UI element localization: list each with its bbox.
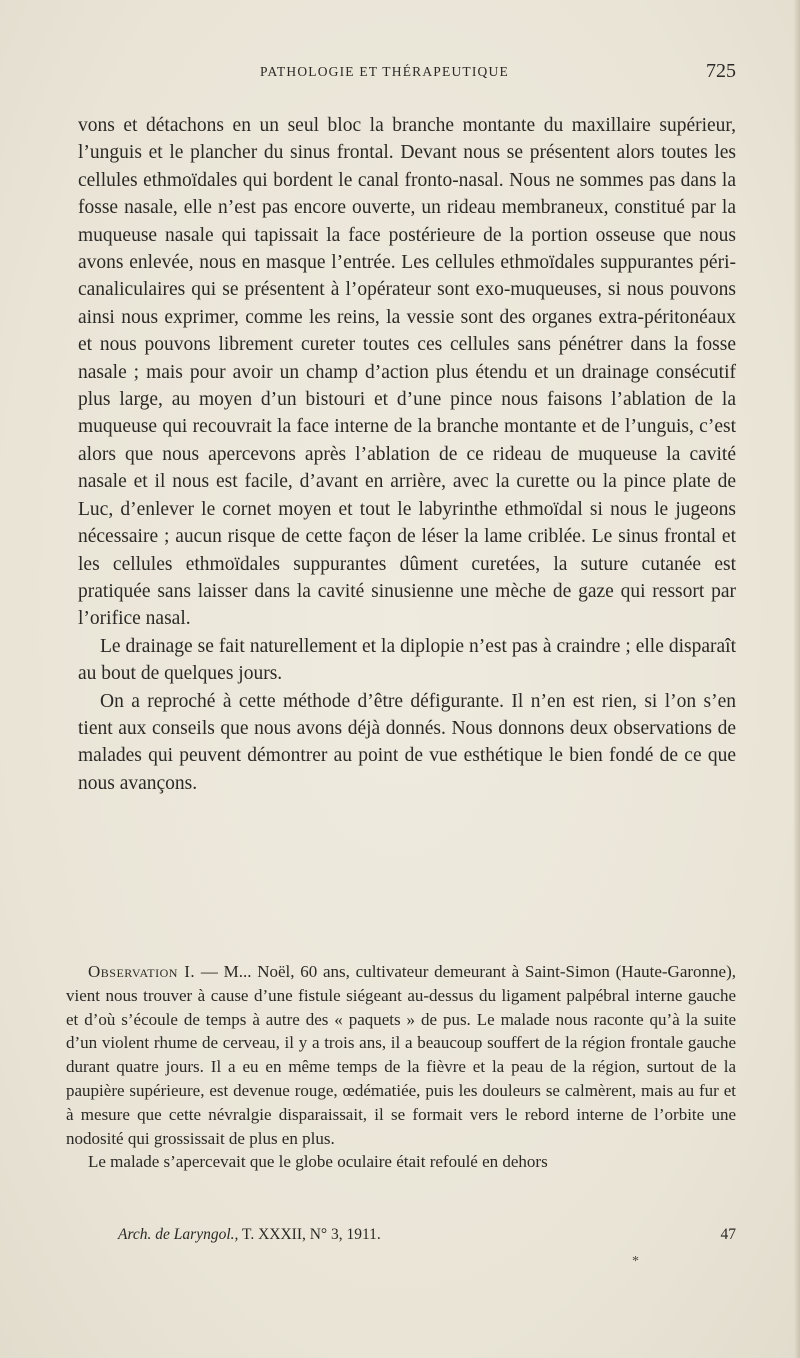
- bottom-mark: *: [632, 1254, 639, 1269]
- printer-signature: 47: [720, 1226, 736, 1243]
- paragraph: Le drainage se fait naturellement et la diplopie n’est pas à craindre ; elle disparaît au bout de quelques jours.: [78, 635, 736, 685]
- page-edge: [794, 0, 800, 1358]
- footer-signature-line: [118, 1226, 736, 1248]
- paragraph: On a reproché à cette méthode d’être défigurante. Il n’en est rien, si l’on s’en tient aux conseils que nous avons déjà donnés. Nous donnons deux observations de malades qui peuvent démontrer au point de vue esthétique le bien fondé de ce que nous avançons.: [78, 690, 736, 794]
- journal-name: Arch. de Laryngol.,: [118, 1226, 239, 1243]
- observation-text: — M... Noël, 60 ans, cultivateur demeurant à Saint-Simon (Haute-Garonne), vient nous trouver à cause d’une fistule siégeant au-dessus du ligament palpébral interne gauche et d’où s’écoule de temps à autre des « paquets » de pus. Le malade nous raconte qu’à la suite d’un violent rhume de cerveau, il y a trois ans, il a beaucoup souffert de la région frontale gauche durant quatre jours. Il a eu en même temps de la fièvre et la peau de la région, surtout de la paupière supérieure, est devenue rouge, œdématiée, puis les douleurs se calmèrent, mais au fur et à mesure que cette névralgie disparaissait, il se formait vers le rebord interne de l’orbite une nodosité qui grossissait de plus en plus.: [66, 962, 736, 1148]
- main-text: [78, 112, 736, 797]
- observation-continuation: Le malade s’apercevait que le globe oculaire était refoulé en dehors: [88, 1152, 548, 1172]
- observation-paragraph: [66, 960, 736, 1150]
- observation-block: [66, 960, 736, 1174]
- journal-volume: T. XXXII, N° 3, 1911.: [242, 1226, 381, 1243]
- observation-label: Observation I.: [88, 962, 196, 981]
- journal-reference: [118, 1226, 381, 1244]
- page-number: 725: [706, 60, 736, 82]
- running-head: [78, 60, 736, 86]
- running-head-title: PATHOLOGIE ET THÉRAPEUTIQUE: [260, 64, 509, 79]
- paragraph: vons et détachons en un seul bloc la branche montante du maxillaire supérieur, l’unguis et le plancher du sinus frontal. Devant nous se présentent alors toutes les cellules ethmoïdales qui bordent le canal fronto-nasal. Nous ne sommes pas dans la fosse nasale, elle n’est pas encore ouverte, un rideau membraneux, constitué par la muqueuse nasale qui tapissait la face postérieure de la portion osseuse que nous avons enlevée, nous en masque l’entrée. Les cellules ethmoïdales suppurantes péri-canaliculaires qui se présentent à l’opérateur sont exo-muqueuses, si nous pouvons ainsi nous exprimer, comme les reins, la vessie sont des organes extra-péritonéaux et nous pouvons librement cureter toutes ces cellules sans pénétrer dans la fosse nasale ; mais pour avoir un champ d’action plus étendu et un drainage consécutif plus large, au moyen d’un bistouri et d’une pince nous faisons l’ablation de la muqueuse qui recouvrait la face interne de la branche montante et de l’unguis, c’est alors que nous apercevons après l’ablation de ce rideau de muqueuse la cavité nasale et il nous est facile, d’avant en arrière, avec la curette ou la pince plate de Luc, d’enlever le cornet moyen et tout le labyrinthe ethmoïdal si nous le jugeons nécessaire ; aucun risque de cette façon de léser la lame criblée. Le sinus frontal et les cellules ethmoïdales suppurantes dûment curetées, la suture cutanée est pratiquée sans laisser dans la cavité sinusienne une mèche de gaze qui ressort par l’orifice nasal.: [78, 115, 736, 630]
